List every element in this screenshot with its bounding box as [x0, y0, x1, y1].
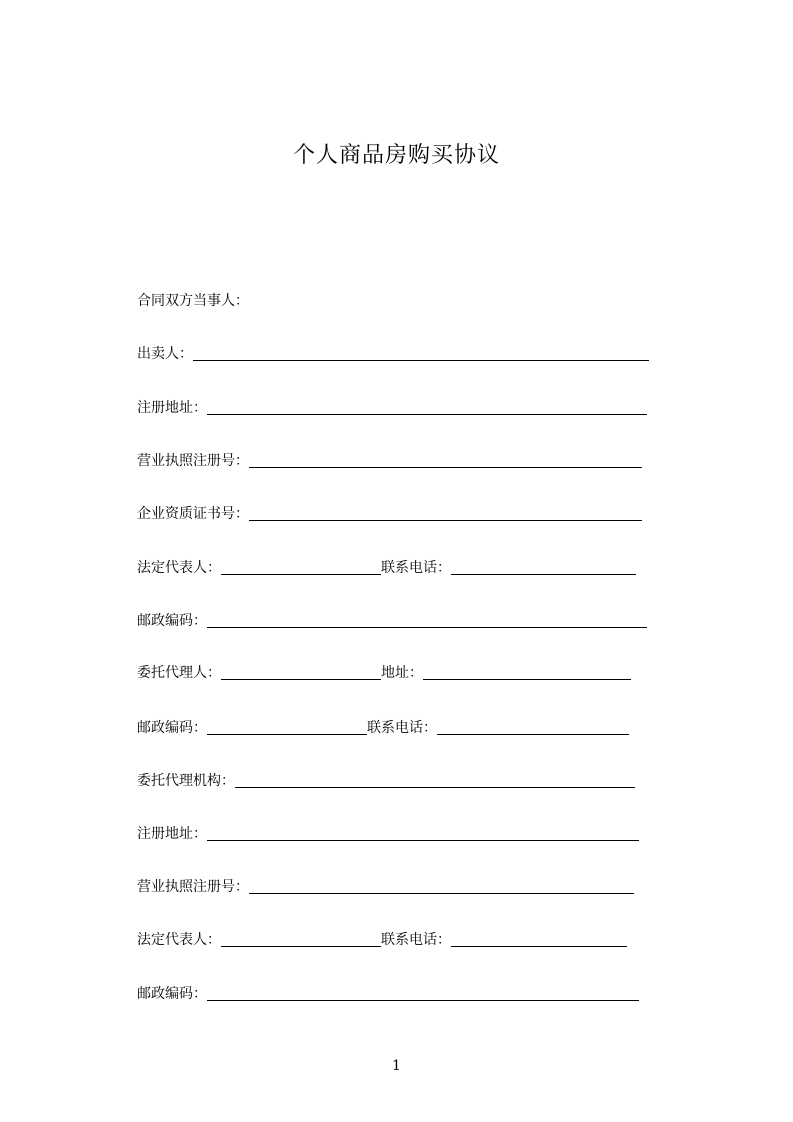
- seller-postcode-field[interactable]: [207, 612, 647, 628]
- agency-name-field[interactable]: [235, 772, 635, 788]
- seller-phone-field[interactable]: [451, 559, 636, 575]
- agency-license-row: [137, 876, 634, 898]
- agency-license-field[interactable]: [249, 878, 634, 894]
- agency-legal-rep-field[interactable]: [221, 931, 381, 947]
- seller-legal-rep-field[interactable]: [221, 559, 381, 575]
- agency-license-label: 营业执照注册号：: [137, 879, 249, 895]
- seller-legal-rep-label: 法定代表人：: [137, 560, 221, 576]
- seller-name-row: [137, 343, 649, 365]
- agency-postcode-row: [137, 983, 639, 1005]
- agency-legal-rep-label: 法定代表人：: [137, 932, 221, 948]
- page-number: 1: [392, 1058, 401, 1074]
- agency-postcode-field[interactable]: [207, 985, 639, 1001]
- agency-phone-field[interactable]: [451, 931, 627, 947]
- agent-label: 委托代理人：: [137, 665, 221, 681]
- agency-phone-label: 联系电话：: [381, 932, 451, 948]
- agent-address-field[interactable]: [423, 664, 631, 680]
- seller-legal-rep-row: [137, 557, 636, 579]
- seller-address-row: [137, 397, 647, 419]
- document-title: 个人商品房购买协议: [292, 143, 500, 168]
- agent-phone-label: 联系电话：: [367, 720, 437, 736]
- agency-address-field[interactable]: [207, 825, 639, 841]
- parties-heading-label: 合同双方当事人：: [137, 293, 249, 309]
- seller-address-field[interactable]: [207, 399, 647, 415]
- seller-postcode-label: 邮政编码：: [137, 613, 207, 629]
- seller-qualification-label: 企业资质证书号：: [137, 506, 249, 522]
- seller-address-label: 注册地址：: [137, 400, 207, 416]
- parties-heading: [137, 290, 249, 312]
- seller-qualification-row: [137, 503, 642, 525]
- agency-name-label: 委托代理机构：: [137, 773, 235, 789]
- seller-name-field[interactable]: [193, 345, 649, 361]
- agent-postcode-field[interactable]: [207, 719, 367, 735]
- seller-phone-label: 联系电话：: [381, 560, 451, 576]
- agent-row: [137, 662, 631, 684]
- agent-postcode-label: 邮政编码：: [137, 720, 207, 736]
- agent-address-label: 地址：: [381, 665, 423, 681]
- agency-address-label: 注册地址：: [137, 826, 207, 842]
- seller-license-label: 营业执照注册号：: [137, 453, 249, 469]
- seller-license-row: [137, 450, 642, 472]
- seller-name-label: 出卖人：: [137, 346, 193, 362]
- agent-postcode-row: [137, 717, 629, 739]
- agency-legal-rep-row: [137, 929, 627, 951]
- agent-phone-field[interactable]: [437, 719, 629, 735]
- seller-postcode-row: [137, 610, 647, 632]
- agency-postcode-label: 邮政编码：: [137, 986, 207, 1002]
- agency-name-row: [137, 770, 635, 792]
- agent-field[interactable]: [221, 664, 381, 680]
- seller-qualification-field[interactable]: [249, 505, 642, 521]
- agency-address-row: [137, 823, 639, 845]
- seller-license-field[interactable]: [249, 452, 642, 468]
